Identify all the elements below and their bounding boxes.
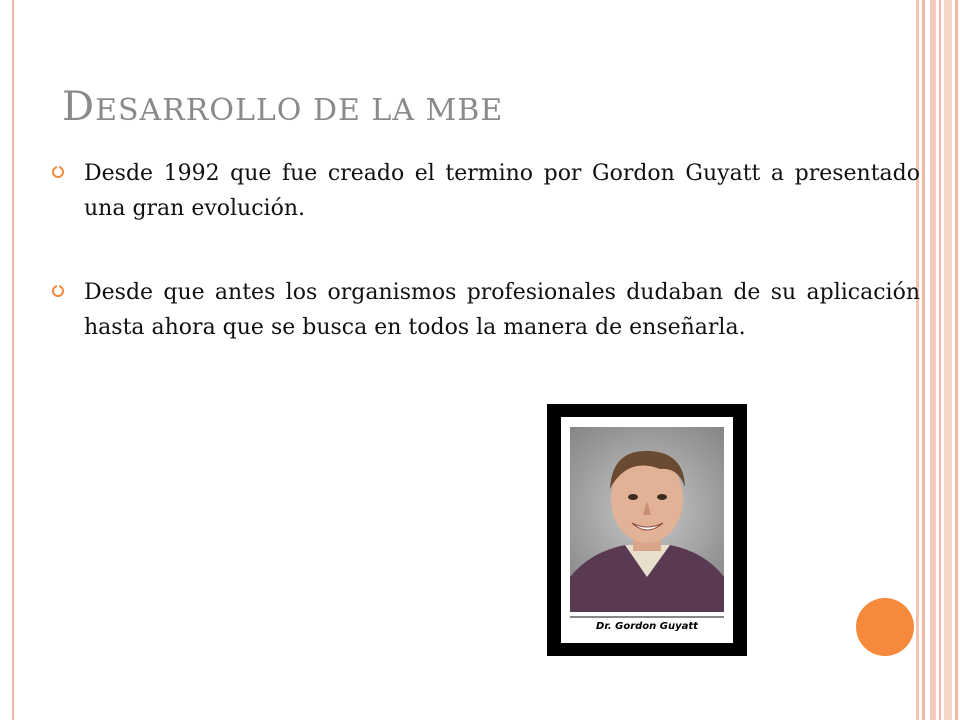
- bullet-item: [50, 156, 920, 226]
- bullet-ring-icon: [52, 166, 64, 178]
- bullet-text: Desde 1992 que fue creado el termino por Gordon Guyatt a presentado una gran evolución.: [84, 161, 920, 221]
- title-rest: ESARROLLO DE LA MBE: [95, 93, 504, 128]
- slide-title: [62, 84, 503, 130]
- portrait-frame: [547, 404, 747, 656]
- bullet-ring-icon: [52, 285, 64, 297]
- stripes-graphic: [916, 0, 960, 720]
- left-frame-line: [12, 0, 14, 720]
- portrait-illustration: [570, 427, 724, 612]
- title-initial: D: [62, 84, 96, 130]
- portrait-photo: [570, 427, 724, 612]
- bullet-list: [50, 156, 920, 345]
- bullet-item: [50, 275, 920, 345]
- right-decorative-stripes: [916, 0, 960, 720]
- portrait-caption: Dr. Gordon Guyatt: [570, 616, 724, 636]
- orange-circle-decoration: [856, 598, 914, 656]
- bullet-text: Desde que antes los organismos profesionales dudaban de su aplicación hasta ahora que se busca en todos la manera de enseñarla.: [84, 280, 920, 340]
